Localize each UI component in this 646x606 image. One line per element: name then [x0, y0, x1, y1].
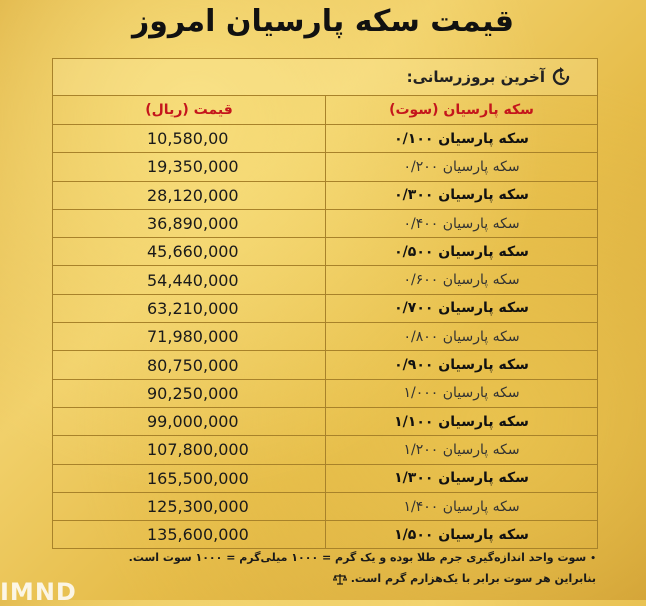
price-cell [53, 436, 325, 463]
price-cell [53, 465, 325, 492]
table-row [53, 380, 597, 408]
price-cell [53, 266, 325, 293]
price-value: 165,500,000 [147, 468, 249, 488]
price-value: 45,660,000 [147, 242, 239, 262]
coin-name-cell: سکه پارسیان ۱/۳۰۰ [325, 465, 597, 492]
footnote-1: •سوت واحد اندازه‌گیری جرم طلا بوده و یک گرم = ۱۰۰۰ میلی‌گرم = ۱۰۰۰ سوت است. [128, 551, 596, 564]
header-price: قیمت (ریال) [145, 102, 233, 118]
bullet-icon: • [590, 554, 596, 564]
table-row [53, 295, 597, 323]
table-row [53, 266, 597, 294]
coin-name-cell: سکه پارسیان ۰/۴۰۰ [325, 210, 597, 237]
last-update-row [53, 59, 597, 96]
table-row [53, 351, 597, 379]
coin-name-cell: سکه پارسیان ۱/۲۰۰ [325, 436, 597, 463]
price-cell [53, 323, 325, 350]
price-value: 99,000,000 [147, 412, 239, 432]
coin-name-cell: سکه پارسیان ۱/۱۰۰ [325, 408, 597, 435]
last-update-label: آخرین بروزرسانی: [406, 68, 545, 86]
price-cell [53, 521, 325, 548]
coin-name-cell: سکه پارسیان ۱/۰۰۰ [325, 380, 597, 407]
table-body [53, 125, 597, 548]
price-value: 54,440,000 [147, 270, 239, 290]
price-value: 71,980,000 [147, 327, 239, 347]
table-row [53, 153, 597, 181]
price-cell [53, 380, 325, 407]
price-cell [53, 295, 325, 322]
scale-icon [333, 573, 347, 585]
footnote-2: بنابراین هر سوت برابر با یک‌هزارم گرم است. [36, 569, 596, 588]
header-coin: سکه پارسیان (سوت) [325, 96, 597, 124]
table-row [53, 493, 597, 521]
coin-name-cell: سکه پارسیان ۰/۷۰۰ [325, 295, 597, 322]
table-row [53, 408, 597, 436]
coin-name-cell: سکه پارسیان ۱/۴۰۰ [325, 493, 597, 520]
price-value: 28,120,000 [147, 185, 239, 205]
table-row [53, 210, 597, 238]
site-logo: IMND [0, 578, 77, 606]
table-row [53, 521, 597, 548]
price-value: 107,800,000 [147, 440, 249, 460]
price-table [52, 58, 598, 549]
coin-name-cell: سکه پارسیان ۱/۵۰۰ [325, 521, 597, 548]
price-value: 63,210,000 [147, 298, 239, 318]
coin-name-cell: سکه پارسیان ۰/۸۰۰ [325, 323, 597, 350]
price-cell [53, 351, 325, 378]
table-row [53, 465, 597, 493]
price-cell [53, 493, 325, 520]
table-row [53, 182, 597, 210]
price-value: 10,580,00 [147, 129, 229, 149]
price-value: 80,750,000 [147, 355, 239, 375]
coin-name-cell: سکه پارسیان ۰/۳۰۰ [325, 182, 597, 209]
price-cell [53, 153, 325, 180]
price-cell [53, 408, 325, 435]
price-value: 90,250,000 [147, 383, 239, 403]
coin-name-cell: سکه پارسیان ۰/۹۰۰ [325, 351, 597, 378]
coin-name-cell: سکه پارسیان ۰/۵۰۰ [325, 238, 597, 265]
price-cell [53, 125, 325, 152]
price-value: 125,300,000 [147, 497, 249, 516]
page-title: قیمت سکه پارسیان امروز [131, 4, 515, 39]
price-cell [53, 238, 325, 265]
price-value: 135,600,000 [147, 525, 249, 545]
refresh-icon [551, 67, 571, 87]
coin-name-cell: سکه پارسیان ۰/۱۰۰ [325, 125, 597, 152]
table-row [53, 125, 597, 153]
table-row [53, 436, 597, 464]
table-row [53, 238, 597, 266]
price-cell [53, 182, 325, 209]
table-header [53, 96, 597, 125]
footnotes [36, 548, 596, 588]
price-value: 36,890,000 [147, 214, 239, 234]
coin-name-cell: سکه پارسیان ۰/۲۰۰ [325, 153, 597, 180]
coin-name-cell: سکه پارسیان ۰/۶۰۰ [325, 266, 597, 293]
price-cell [53, 210, 325, 237]
table-row [53, 323, 597, 351]
price-value: 19,350,000 [147, 157, 239, 177]
